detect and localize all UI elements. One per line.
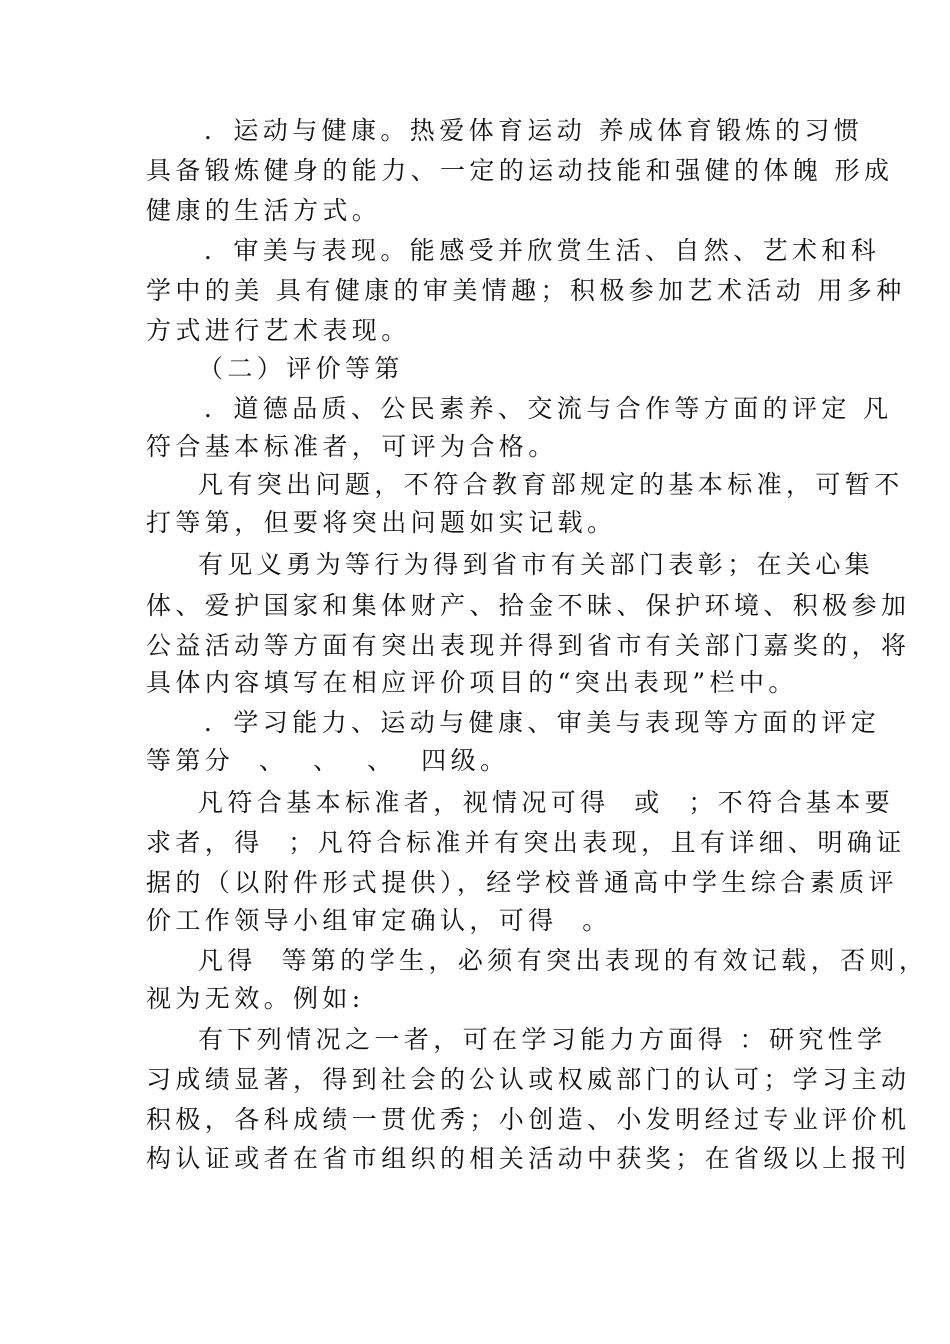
text-line: 价工作领导小组审定确认，可得 。: [146, 906, 612, 935]
text-line: 健康的生活方式。: [146, 196, 382, 225]
text-line: 等第分 、 、 、 四级。: [146, 746, 510, 775]
text-line: 有下列情况之一者，可在学习能力方面得 ：研究性学: [198, 1025, 887, 1054]
text-line: 体、爱护国家和集体财产、拾金不昧、保护环境、积极参加: [146, 591, 911, 620]
text-line: 视为无效。例如:: [146, 984, 365, 1013]
text-line: 方式进行艺术表现。: [146, 316, 411, 345]
text-line: 凡有突出问题，不符合教育部规定的基本标准，可暂不: [198, 470, 904, 499]
text-line: 具备锻炼健身的能力、一定的运动技能和强健的体魄 形成: [146, 156, 894, 185]
text-line: 具体内容填写在相应评价项目的“突出表现”栏中。: [146, 668, 798, 697]
text-line: ．学习能力、运动与健康、审美与表现等方面的评定: [204, 708, 881, 737]
text-line: 打等第，但要将突出问题如实记载。: [146, 508, 617, 537]
text-line: ．运动与健康。热爱体育运动 养成体育锻炼的习惯: [204, 116, 864, 145]
text-line: 求者，得 ；凡符合标准并有突出表现，且有详细、明确证: [146, 828, 906, 857]
text-line: 公益活动等方面有突出表现并得到省市有关部门嘉奖的，将: [146, 631, 911, 660]
text-line: ．道德品质、公民素养、交流与合作等方面的评定 凡: [204, 394, 893, 423]
text-line: 据的（以附件形式提供），经学校普通高中学生综合素质评: [146, 868, 898, 897]
text-line: 凡得 等第的学生，必须有突出表现的有效记载，否则，: [198, 946, 929, 975]
text-line: 构认证或者在省市组织的相关活动中获奖；在省级以上报刊: [146, 1144, 911, 1173]
text-line: 凡符合基本标准者，视情况可得 或 ；不符合基本要: [198, 788, 895, 817]
text-line: 学中的美 具有健康的审美情趣；积极参加艺术活动 用多种: [146, 276, 906, 305]
text-line: 积极，各科成绩一贯优秀；小创造、小发明经过专业评价机: [146, 1105, 911, 1134]
text-line: 符合基本标准者，可评为合格。: [146, 432, 558, 461]
text-line: 有见义勇为等行为得到省市有关部门表彰；在关心集: [198, 550, 875, 579]
text-line: 习成绩显著，得到社会的公认或权威部门的认可；学习主动: [146, 1065, 911, 1094]
section-heading: （二）评价等第: [198, 354, 404, 383]
text-line: ．审美与表现。能感受并欣赏生活、自然、艺术和科: [204, 236, 881, 265]
